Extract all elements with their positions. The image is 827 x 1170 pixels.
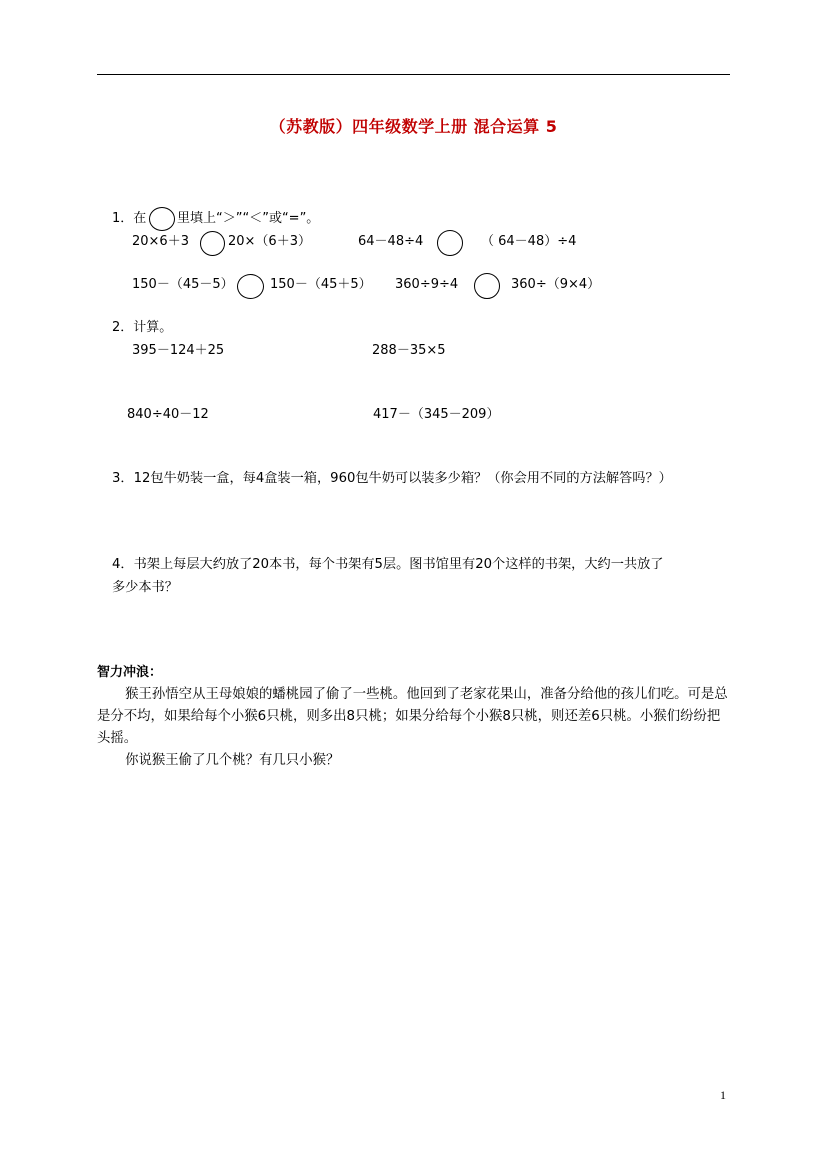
q2-item3: 840÷40－12 xyxy=(127,407,209,422)
q4-line1: 4．书架上每层大约放了20本书，每个书架有5层。图书馆里有20个这样的书架，大约一共放了 xyxy=(112,557,664,572)
q4-line2: 多少本书？ xyxy=(112,580,178,595)
q1-item2-right: （ 64－48）÷4 xyxy=(481,234,577,249)
header-rule xyxy=(97,74,730,75)
q1-item3-right: 150－（45＋5） xyxy=(270,277,372,292)
q2-item4: 417－（345－209） xyxy=(373,407,500,422)
challenge-heading: 智力冲浪： xyxy=(97,665,163,680)
q3-text: 3．12包牛奶装一盒，每4盒装一箱，960包牛奶可以装多少箱？（你会用不同的方法解答吗？） xyxy=(112,471,672,486)
q1-item3-left: 150－（45－5） xyxy=(132,277,234,292)
q1-item4-right: 360÷（9×4） xyxy=(511,277,601,292)
q1-item1-right: 20×（6＋3） xyxy=(228,234,311,249)
page-number: 1 xyxy=(720,1088,726,1102)
q1-item2-left: 64－48÷4 xyxy=(358,234,424,249)
q1-instruction: 里填上“＞”“＜”或“=”。 xyxy=(177,211,320,226)
q1-item1-left: 20×6＋3 xyxy=(132,234,189,249)
q1-prefix: 1．在 xyxy=(112,211,147,226)
q1-item4-answer-circle[interactable] xyxy=(474,273,500,299)
challenge-paragraph: 猴王孙悟空从王母娘娘的蟠桃园了偷了一些桃。他回到了老家花果山，准备分给他的孩儿们吃。可是总是分不均，如果给每个小猴6只桃，则多出8只桃；如果分给每个小猴8只桃，则还差6只桃。小猴们纷纷把头摇。 xyxy=(97,687,728,746)
q1-item3-answer-circle[interactable] xyxy=(237,274,264,299)
q2-item2: 288－35×5 xyxy=(372,343,446,358)
q2-label: 2．计算。 xyxy=(112,320,173,335)
challenge-question: 你说猴王偷了几个桃？有几只小猴？ xyxy=(125,753,340,768)
q1-item2-answer-circle[interactable] xyxy=(437,230,463,256)
q1-item4-left: 360÷9÷4 xyxy=(395,277,459,292)
page-title: （苏教版）四年级数学上册 混合运算 5 xyxy=(269,117,558,136)
q2-item1: 395－124＋25 xyxy=(132,343,225,358)
q1-example-circle xyxy=(149,207,175,231)
q1-item1-answer-circle[interactable] xyxy=(200,231,225,256)
